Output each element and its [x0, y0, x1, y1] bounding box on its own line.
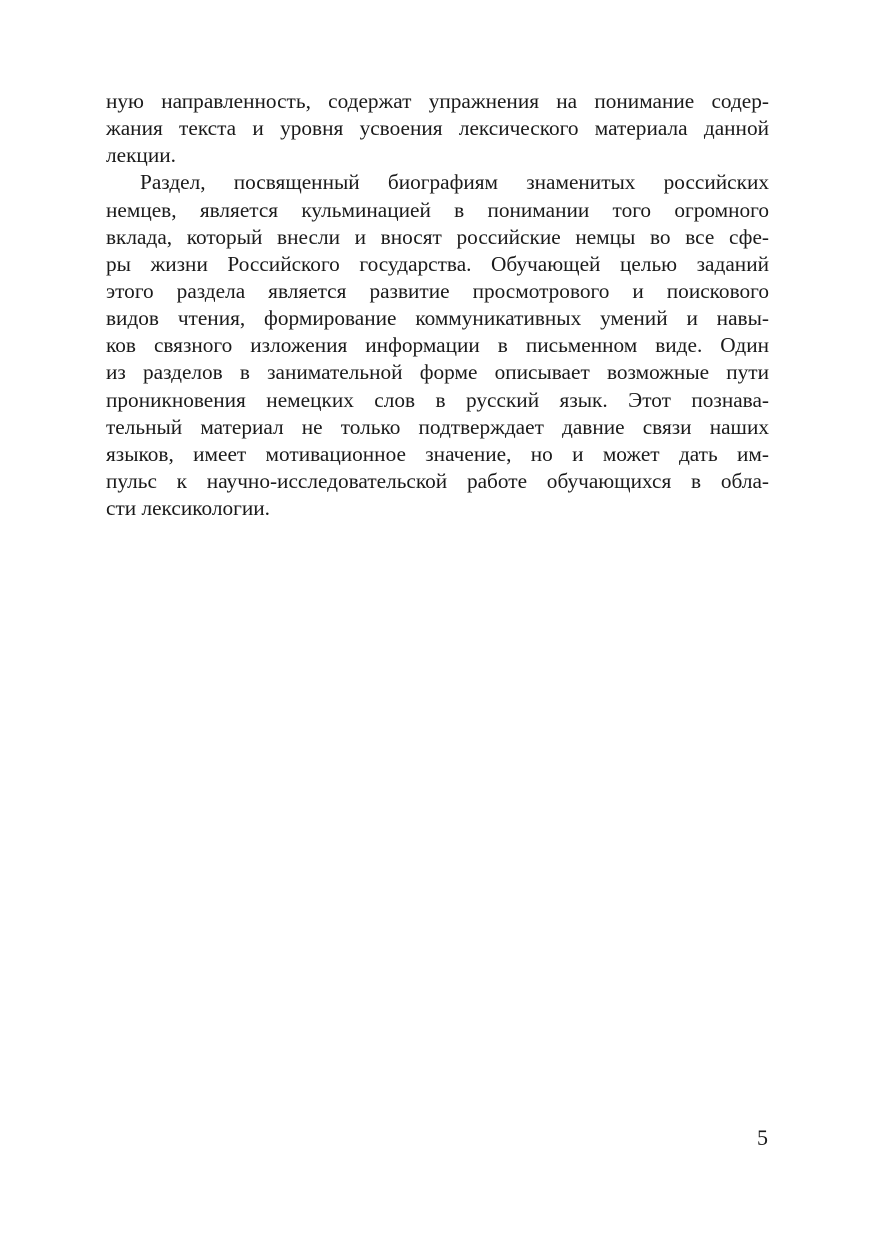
text-line: пульс к научно-исследовательской работе обучающихся в обла-	[106, 468, 769, 493]
text-line: жания текста и уровня усвоения лексического материала данной	[106, 116, 769, 141]
text-line: из разделов в занимательной форме описывает возможные пути	[106, 360, 769, 385]
text-line: лекции.	[106, 143, 176, 168]
text-line: сти лексикологии.	[106, 496, 270, 521]
page-number: 5	[757, 1125, 768, 1150]
text-line: языков, имеет мотивационное значение, но и может дать им-	[106, 441, 769, 466]
text-line: этого раздела является развитие просмотрового и поискового	[106, 278, 769, 303]
text-line: тельный материал не только подтверждает давние связи наших	[106, 414, 769, 439]
text-line: ков связного изложения информации в письменном виде. Один	[106, 333, 769, 358]
text-line: проникновения немецких слов в русский язык. Этот познава-	[106, 387, 769, 412]
text-line: вклада, который внесли и вносят российские немцы во все сфе-	[106, 224, 769, 249]
text-line: ры жизни Российского государства. Обучающей целью заданий	[106, 251, 769, 276]
text-line: Раздел, посвященный биографиям знаменитых российских	[140, 170, 769, 195]
text-line: видов чтения, формирование коммуникативных умений и навы-	[106, 306, 769, 331]
body-text	[106, 88, 769, 522]
text-line: ную направленность, содержат упражнения на понимание содер-	[106, 89, 769, 113]
text-line: немцев, является кульминацией в понимании того огромного	[106, 197, 769, 222]
paragraph-1	[106, 88, 769, 169]
paragraph-2	[106, 169, 769, 522]
